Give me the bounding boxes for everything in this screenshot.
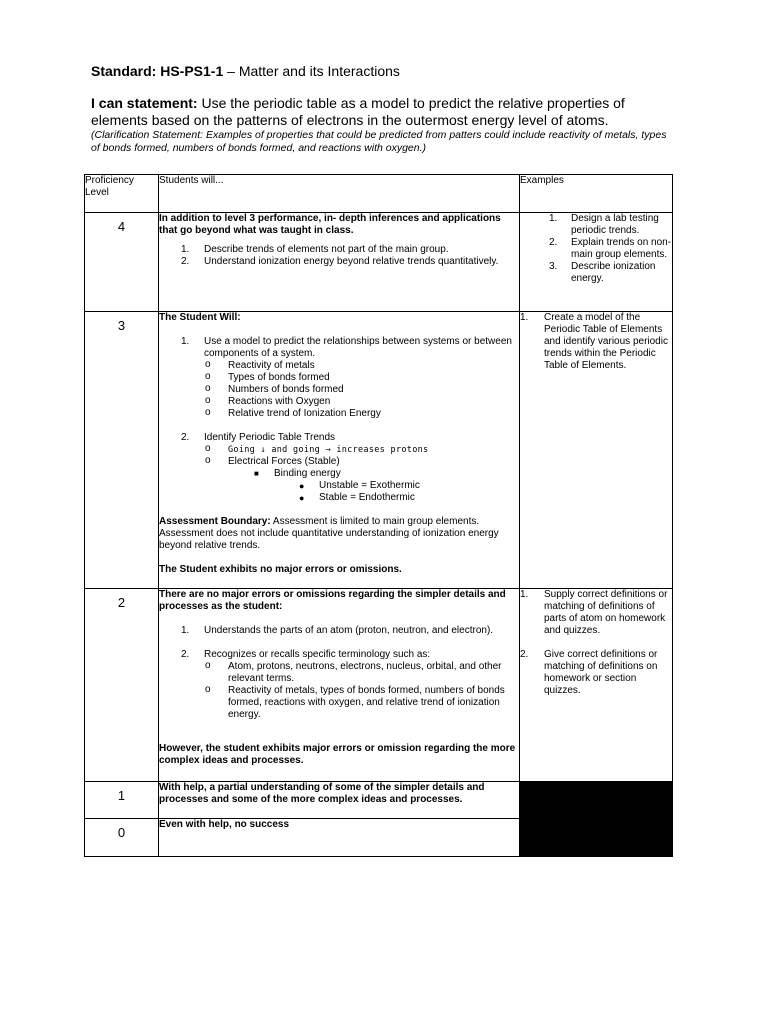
level-4-list [159, 244, 519, 268]
level-number: 3 [85, 312, 159, 589]
list-item: 2. Give correct definitions or matching of definitions on homework or section quizzes. [520, 649, 658, 696]
level-0-description: Even with help, no success [159, 819, 520, 857]
header-examples: Examples [520, 175, 673, 213]
list-item: ■ Binding energy [254, 468, 341, 479]
standard-line [91, 63, 400, 79]
level-2-closing: However, the student exhibits major errors or omission regarding the more complex ideas and processes. [159, 743, 516, 766]
standard-title: – Matter and its Interactions [223, 63, 400, 79]
table-row-level-4 [85, 213, 673, 312]
level-number: 2 [85, 589, 159, 782]
list-item: o Reactivity of metals, types of bonds formed, numbers of bonds formed, reactions with oxygen, and relative trend of ionization energy. [205, 684, 505, 720]
standard-code: HS-PS1-1 [160, 63, 224, 79]
i-can-statement [91, 95, 681, 129]
list-item: 2. Recognizes or recalls specific terminology such as: [181, 649, 431, 660]
list-item: o Numbers of bonds formed [205, 383, 344, 395]
list-item: 2. Identify Periodic Table Trends [181, 432, 336, 443]
list-item: 1. Design a lab testing periodic trends. [549, 213, 659, 236]
list-item: 2. Explain trends on non-main group elements. [549, 237, 672, 260]
list-item: 1. Create a model of the Periodic Table of Elements and identify various periodic trends within the Periodic Table of Elements. [520, 312, 668, 371]
table-row-level-0 [85, 819, 673, 857]
level-0-examples-blank [520, 819, 673, 857]
level-2-intro: There are no major errors or omissions regarding the simpler details and processes as the student: [159, 589, 506, 612]
list-item: 1. Supply correct definitions or matching of definitions of parts of atom on homework and quizzes. [520, 589, 668, 636]
standard-label: Standard: [91, 63, 157, 79]
level-3-list [159, 336, 519, 360]
list-item: o Reactions with Oxygen [205, 395, 331, 407]
i-can-text: Use the periodic table as a model to predict the relative properties of elements based on the patterns of electrons in the outermost energy level of atoms. [91, 95, 625, 128]
list-item: ● Stable = Endothermic [299, 492, 415, 503]
list-item: 3. Describe ionization energy. [549, 261, 656, 284]
level-2-description [159, 589, 520, 782]
level-4-examples [520, 213, 673, 312]
clarification-statement: (Clarification Statement: Examples of properties that could be predicted from patters could include reactivity of metals, types of bonds formed, numbers of bonds formed, and reactions with oxygen.) [91, 129, 667, 154]
list-item: 1. Describe trends of elements not part of the main group. [181, 244, 449, 255]
table-row-level-1 [85, 782, 673, 819]
proficiency-rubric-table [84, 174, 673, 857]
list-item: 2. Understand ionization energy beyond relative trends quantitatively. [181, 256, 499, 267]
level-2-sublist [159, 661, 519, 721]
level-number: 0 [85, 819, 159, 857]
level-3-description [159, 312, 520, 589]
level-4-description [159, 213, 520, 312]
list-item: o Electrical Forces (Stable) [205, 455, 340, 467]
list-item: o Reactivity of metals [205, 359, 315, 371]
list-item: o Types of bonds formed [205, 371, 330, 383]
level-1-examples-blank [520, 782, 673, 819]
assessment-boundary: Assessment Boundary: Assessment is limited to main group elements. Assessment does not include quantitative understanding of ionization energy beyond relative trends. [159, 516, 499, 551]
level-number: 4 [85, 213, 159, 312]
level-3-sublist-1 [159, 360, 519, 420]
header-students-will: Students will... [159, 175, 520, 213]
table-row-level-3 [85, 312, 673, 589]
table-header-row [85, 175, 673, 213]
level-3-examples [520, 312, 673, 589]
level-1-description: With help, a partial understanding of some of the simpler details and processes and some of the more complex ideas and processes. [159, 782, 520, 819]
level-3-closing: The Student exhibits no major errors or omissions. [159, 564, 402, 575]
list-item: 1. Use a model to predict the relationships between systems or between components of a system. [181, 336, 512, 359]
level-4-intro: In addition to level 3 performance, in- depth inferences and applications that go beyond what was taught in class. [159, 213, 501, 236]
list-item: o Atom, protons, neutrons, electrons, nucleus, orbital, and other relevant terms. [205, 660, 502, 684]
level-2-examples [520, 589, 673, 782]
level-3-intro: The Student Will: [159, 312, 241, 323]
list-item: 1. Understands the parts of an atom (proton, neutron, and electron). [181, 625, 494, 636]
list-item: o Going ↓ and going → increases protons [205, 443, 429, 455]
table-row-level-2 [85, 589, 673, 782]
list-item: o Relative trend of Ionization Energy [205, 407, 381, 419]
level-number: 1 [85, 782, 159, 819]
header-proficiency-level: Proficiency Level [85, 175, 159, 213]
level-3-sublist-2 [159, 444, 519, 468]
i-can-label: I can statement: [91, 95, 198, 111]
list-item: ● Unstable = Exothermic [299, 480, 420, 491]
